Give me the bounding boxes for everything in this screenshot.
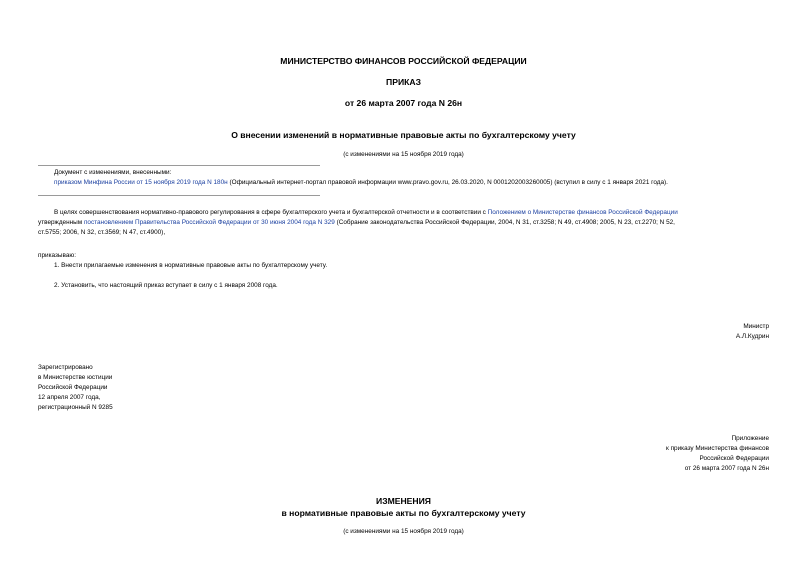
- appendix-line-1: Приложение: [731, 435, 769, 442]
- registration-line-3: Российской Федерации: [38, 384, 108, 391]
- registration-line-5: регистрационный N 9285: [38, 404, 113, 411]
- preamble-line-1: [54, 208, 678, 218]
- orders-intro: приказываю:: [38, 252, 76, 259]
- amending-order-link[interactable]: приказом Минфина России от 15 ноября 2019 года N 180н: [54, 179, 228, 186]
- document-title: О внесении изменений в нормативные правовые акты по бухгалтерскому учету: [231, 130, 576, 140]
- ministry-regulation-link[interactable]: Положением о Министерстве финансов Российской Федерации: [487, 209, 678, 216]
- preamble-text-1: В целях совершенствования нормативно-правового регулирования в сфере бухгалтерского учета и бухгалтерской отчетности и в соответствии с: [54, 209, 488, 216]
- divider-top: [38, 165, 320, 166]
- document-date-number: от 26 марта 2007 года N 26н: [344, 98, 463, 108]
- changes-intro: Документ с изменениями, внесенными:: [54, 169, 172, 176]
- government-decree-link[interactable]: постановлением Правительства Российской Федерации от 30 июня 2004 года N 329: [83, 219, 335, 226]
- signature-name: А.Л.Кудрин: [735, 333, 769, 340]
- changes-line: [54, 178, 668, 188]
- document-type: ПРИКАЗ: [386, 77, 421, 87]
- divider-bottom: [38, 195, 320, 196]
- order-item-1: 1. Внести прилагаемые изменения в нормативные правовые акты по бухгалтерскому учету.: [54, 262, 328, 269]
- appendix-line-3: Российской Федерации: [699, 455, 769, 462]
- order-item-2: 2. Установить, что настоящий приказ вступает в силу с 1 января 2008 года.: [54, 282, 278, 289]
- appendix-line-2: к приказу Министерства финансов: [666, 445, 769, 452]
- registration-line-1: Зарегистрировано: [38, 364, 93, 371]
- preamble-text-2-tail: (Собрание законодательства Российской Федерации, 2004, N 31, ст.3258; N 49, ст.4908; 2005, N 23, ст.2270; N 52,: [334, 219, 675, 226]
- preamble-line-3: ст.5755; 2006, N 32, ст.3569; N 47, ст.4900),: [38, 229, 166, 236]
- signature-position: Министр: [743, 323, 769, 330]
- registration-line-4: 12 апреля 2007 года,: [38, 394, 101, 401]
- annex-title: ИЗМЕНЕНИЯ: [376, 496, 431, 506]
- amendment-note: (с изменениями на 15 ноября 2019 года): [343, 151, 464, 158]
- ministry-heading: МИНИСТЕРСТВО ФИНАНСОВ РОССИЙСКОЙ ФЕДЕРАЦИИ: [280, 56, 527, 66]
- preamble-text-2-prefix: утвержденным: [38, 219, 84, 226]
- amending-order-details: (Официальный интернет-портал правовой информации www.pravo.gov.ru, 26.03.2020, N 0001202003260005) (вступил в силу с 1 января 2021 года).: [227, 179, 668, 186]
- preamble-line-2: [38, 218, 675, 228]
- appendix-line-4: от 26 марта 2007 года N 26н: [684, 465, 769, 472]
- annex-subtitle: в нормативные правовые акты по бухгалтерскому учету: [281, 508, 526, 518]
- annex-amendment-note: (с изменениями на 15 ноября 2019 года): [343, 528, 464, 535]
- registration-line-2: в Министерстве юстиции: [38, 374, 113, 381]
